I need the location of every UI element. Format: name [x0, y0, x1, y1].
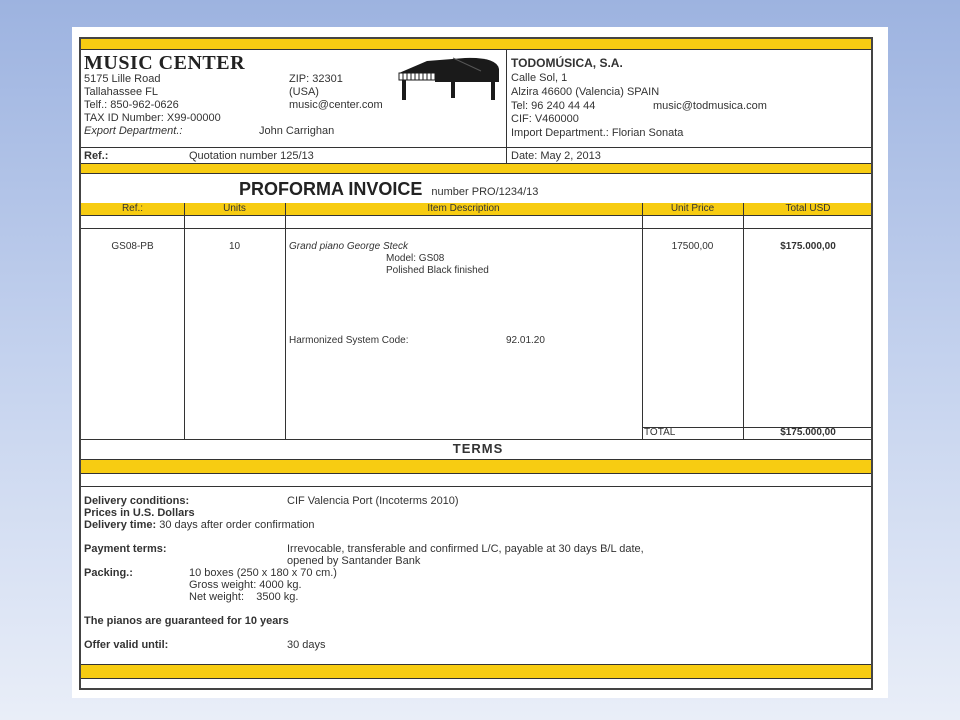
divider	[81, 49, 871, 50]
divider	[81, 486, 871, 487]
divider	[506, 49, 507, 173]
buyer-street: Calle Sol, 1	[511, 72, 568, 84]
seller-name: MUSIC CENTER	[84, 52, 246, 74]
buyer-city: Alzira 46600 (Valencia) SPAIN	[511, 86, 660, 98]
export-dept-contact: John Carrighan	[259, 125, 335, 137]
buyer-email: music@todmusica.com	[653, 100, 767, 112]
packing-value-line1: 10 boxes (250 x 180 x 70 cm.)	[189, 567, 337, 579]
band	[81, 665, 871, 678]
packing-value-line3: Net weight: 3500 kg.	[189, 591, 299, 603]
divider	[81, 215, 871, 216]
packing-label: Packing.:	[84, 567, 133, 579]
item-ref: GS08-PB	[111, 241, 154, 252]
invoice-number: number PRO/1234/13	[431, 186, 539, 198]
delivery-time-label: Delivery time:	[84, 519, 157, 531]
column-line	[743, 203, 744, 439]
seller-city: Tallahassee FL	[84, 86, 158, 98]
col-header-description: Item Description	[427, 203, 500, 214]
item-total: $175.000,00	[780, 241, 836, 252]
col-header-units: Units	[223, 203, 246, 214]
delivery-label: Delivery conditions:	[84, 495, 190, 507]
terms-heading: TERMS	[452, 441, 504, 456]
offer-valid-value: 30 days	[287, 639, 326, 651]
guarantee-note: The pianos are guaranteed for 10 years	[84, 615, 289, 627]
divider	[81, 147, 871, 148]
hs-code-label: Harmonized System Code:	[289, 335, 409, 346]
export-dept-label: Export Department.:	[84, 125, 183, 137]
payment-label: Payment terms:	[84, 543, 167, 555]
item-description-line2: Model: GS08	[386, 253, 445, 264]
total-value: $175.000,00	[780, 427, 836, 438]
ref-label: Ref.:	[84, 150, 109, 162]
band	[81, 460, 871, 473]
delivery-time-value: 30 days after order confirmation	[159, 519, 315, 531]
top-band	[81, 39, 871, 49]
document-page	[72, 27, 888, 698]
column-line	[285, 203, 286, 439]
payment-value-line1: Irrevocable, transferable and confirmed L/C, payable at 30 days B/L date,	[287, 543, 644, 555]
item-units: 10	[228, 241, 241, 252]
divider	[81, 678, 871, 679]
packing-value-line2: Gross weight: 4000 kg.	[189, 579, 302, 591]
payment-value-line2: opened by Santander Bank	[287, 555, 421, 567]
col-header-unit-price: Unit Price	[670, 203, 715, 214]
divider	[81, 473, 871, 474]
band	[81, 164, 871, 173]
column-line	[642, 203, 643, 439]
seller-address: 5175 Lille Road	[84, 73, 161, 85]
seller-country: (USA)	[289, 86, 319, 98]
seller-phone: Telf.: 850-962-0626	[84, 99, 179, 111]
prices-note: Prices in U.S. Dollars	[84, 507, 195, 519]
delivery-value: CIF Valencia Port (Incoterms 2010)	[287, 495, 459, 507]
seller-zip: ZIP: 32301	[289, 73, 343, 85]
delivery-time-row	[84, 519, 315, 532]
item-description-line1: Grand piano George Steck	[289, 241, 408, 252]
buyer-phone: Tel: 96 240 44 44	[511, 100, 596, 112]
proforma-invoice	[79, 37, 873, 690]
invoice-title: PROFORMA INVOICE	[239, 179, 423, 199]
divider	[81, 439, 871, 440]
seller-email: music@center.com	[289, 99, 383, 111]
grand-piano-icon	[393, 55, 503, 105]
invoice-title-row	[239, 177, 538, 201]
seller-tax-id: TAX ID Number: X99-00000	[84, 112, 221, 124]
divider	[81, 228, 871, 229]
quotation-number: Quotation number 125/13	[189, 150, 314, 162]
total-label: TOTAL	[644, 427, 676, 438]
col-header-ref: Ref.:	[121, 203, 144, 214]
hs-code-value: 92.01.20	[506, 335, 545, 346]
item-unit-price: 17500,00	[671, 241, 714, 252]
divider	[81, 173, 871, 174]
item-description-line3: Polished Black finished	[386, 265, 489, 276]
col-header-total: Total USD	[785, 203, 831, 214]
buyer-name: TODOMÚSICA, S.A.	[511, 56, 623, 70]
buyer-cif: CIF: V460000	[511, 113, 579, 125]
invoice-date: Date: May 2, 2013	[511, 150, 601, 162]
column-line	[184, 203, 185, 439]
offer-valid-label: Offer valid until:	[84, 639, 169, 651]
import-dept: Import Department.: Florian Sonata	[511, 127, 684, 139]
